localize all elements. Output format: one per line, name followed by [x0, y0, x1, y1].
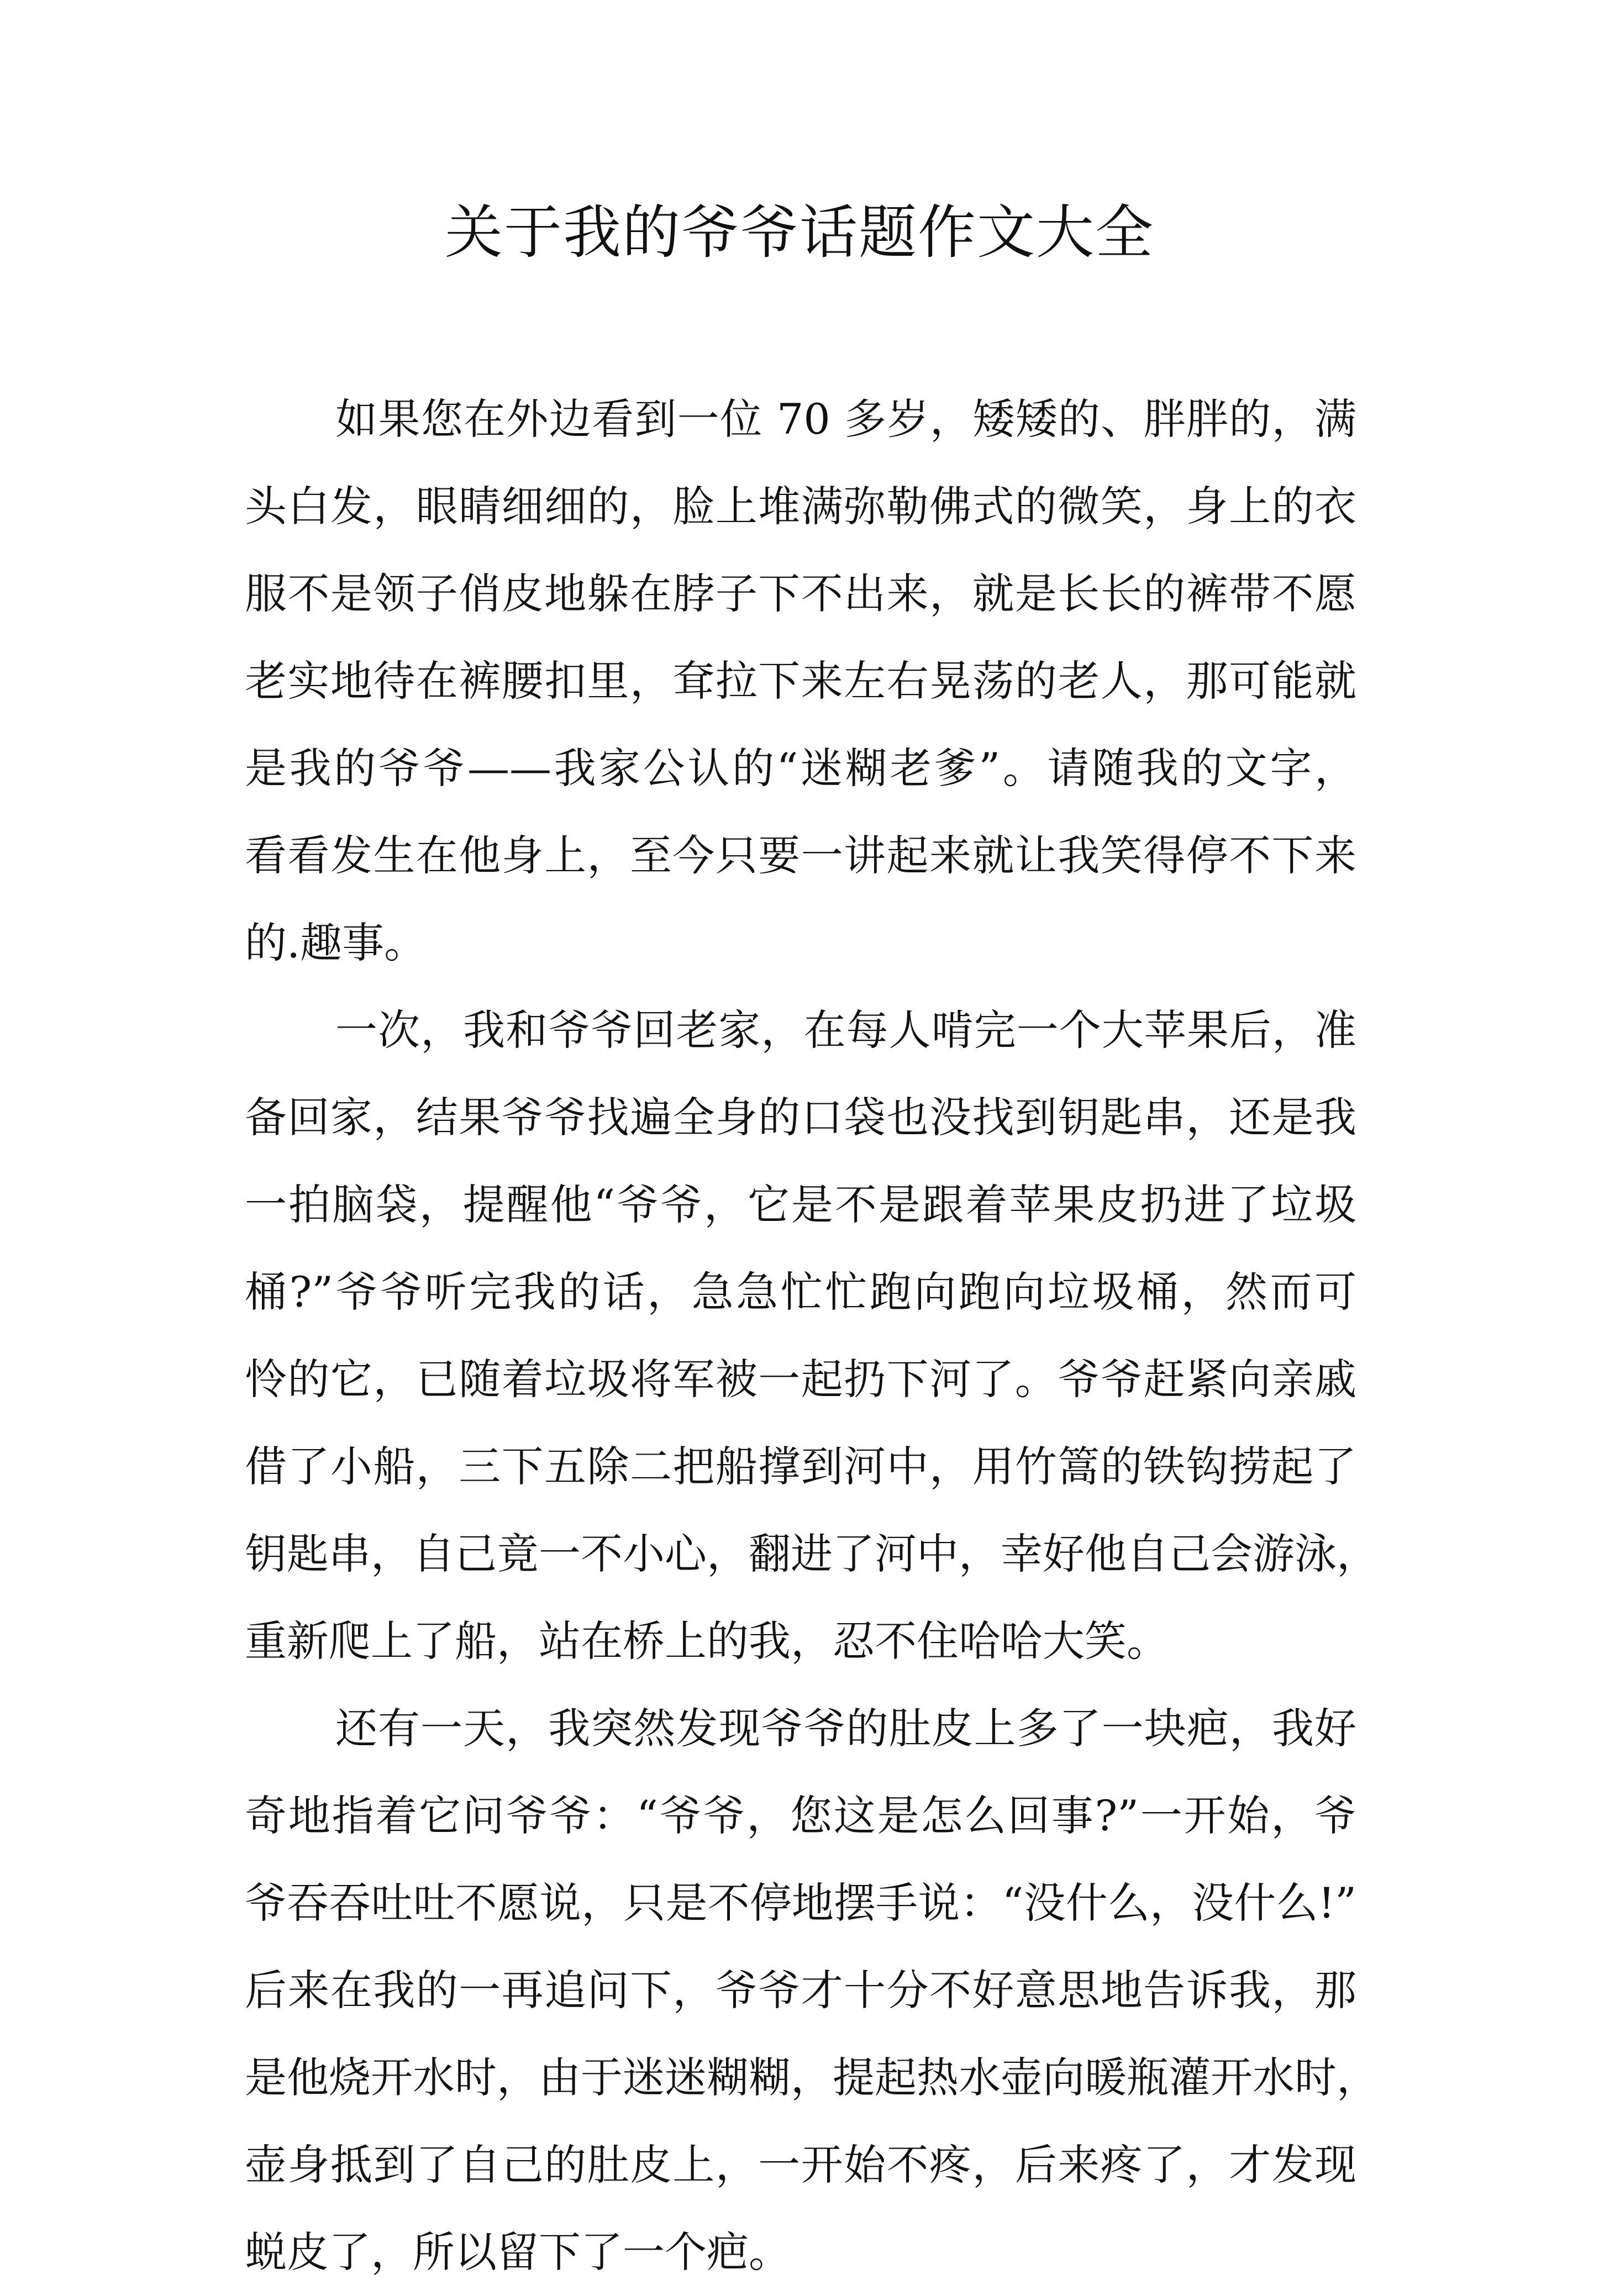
essay-line: 看看发生在他身上，至今只要一讲起来就让我笑得停不下来	[245, 831, 1356, 880]
essay-line: 壶身抵到了自己的肚皮上，一开始不疼，后来疼了，才发现	[245, 2140, 1356, 2189]
page-title: 关于我的爷爷话题作文大全	[444, 199, 1154, 266]
essay-line: 服不是领子俏皮地躲在脖子下不出来，就是长长的裤带不愿	[245, 569, 1356, 618]
essay-line: 怜的它，已随着垃圾将军被一起扔下河了。爷爷赶紧向亲戚	[245, 1355, 1356, 1404]
essay-line: 备回家，结果爷爷找遍全身的口袋也没找到钥匙串，还是我	[245, 1093, 1356, 1142]
essay-line: 如果您在外边看到一位 70 多岁，矮矮的、胖胖的，满	[335, 394, 1356, 444]
essay-line: 爷吞吞吐吐不愿说，只是不停地摆手说：“没什么，没什么!”	[245, 1878, 1356, 1928]
essay-line: 老实地待在裤腰扣里，耷拉下来左右晃荡的老人，那可能就	[245, 656, 1356, 705]
essay-line: 后来在我的一再追问下，爷爷才十分不好意思地告诉我，那	[245, 1966, 1356, 2015]
essay-line: 还有一天，我突然发现爷爷的肚皮上多了一块疤，我好	[335, 1704, 1356, 1753]
essay-line: 的.趣事。	[245, 918, 427, 967]
essay-line: 奇地指着它问爷爷：“爷爷，您这是怎么回事?”一开始，爷	[245, 1791, 1356, 1840]
essay-line: 是他烧开水时，由于迷迷糊糊，提起热水壶向暖瓶灌开水时，	[245, 2053, 1379, 2102]
essay-line: 一次，我和爷爷回老家，在每人啃完一个大苹果后，准	[335, 1005, 1356, 1055]
essay-line: 蜕皮了，所以留下了一个疤。	[245, 2227, 791, 2277]
essay-line: 借了小船，三下五除二把船撑到河中，用竹篙的铁钩捞起了	[245, 1442, 1356, 1491]
essay-line: 一拍脑袋，提醒他“爷爷，它是不是跟着苹果皮扔进了垃圾	[245, 1180, 1356, 1229]
essay-line: 重新爬上了船，站在桥上的我，忍不住哈哈大笑。	[245, 1616, 1169, 1666]
essay-body	[245, 376, 1379, 2296]
essay-line: 头白发，眼睛细细的，脸上堆满弥勒佛式的微笑，身上的衣	[245, 482, 1356, 531]
essay-line: 钥匙串，自己竟一不小心，翻进了河中，幸好他自己会游泳，	[245, 1529, 1379, 1578]
essay-line: 桶?”爷爷听完我的话，急急忙忙跑向跑向垃圾桶，然而可	[245, 1267, 1356, 1316]
essay-line: 是我的爷爷——我家公认的“迷糊老爹”。请随我的文字，	[245, 744, 1356, 793]
